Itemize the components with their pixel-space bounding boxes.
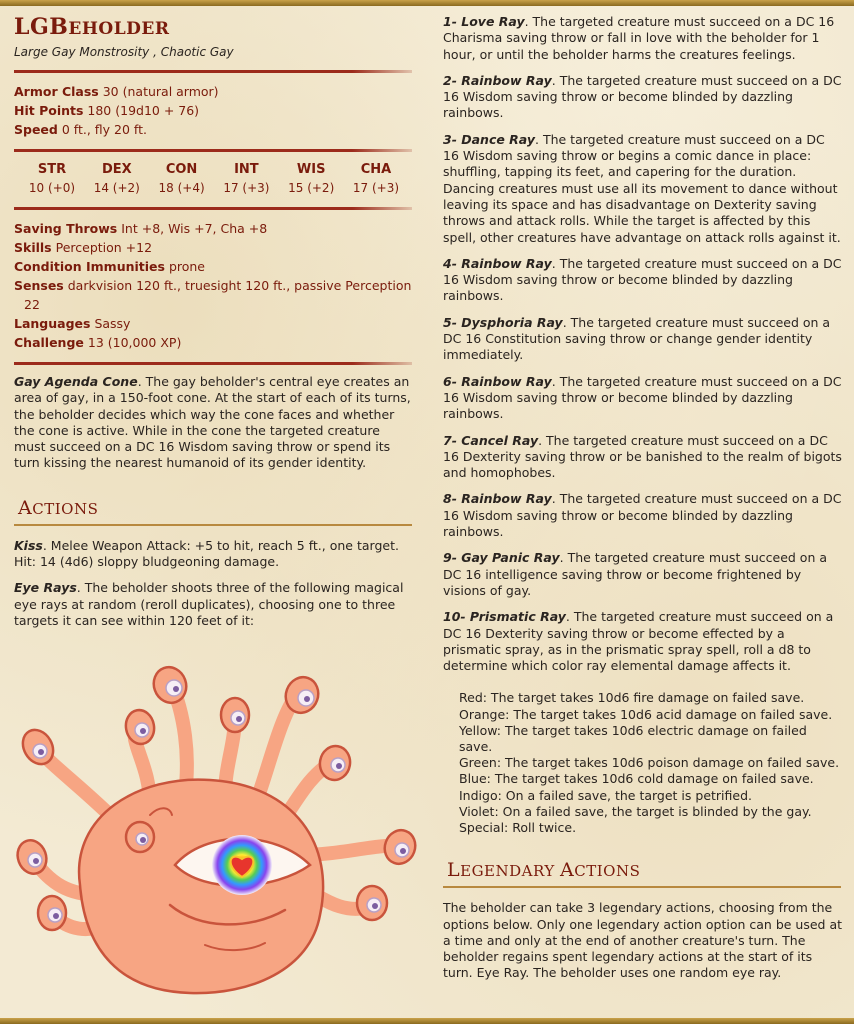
challenge-value: 13 (10,000 XP)	[87, 335, 182, 350]
skills-line	[14, 238, 414, 257]
color-green: Green: The target takes 10d6 poison damage on failed save.	[459, 755, 840, 771]
ray-5	[443, 315, 843, 364]
actions-section	[14, 496, 414, 526]
ray-text: . The targeted creature must succeed on a DC 16 Wisdom saving throw or become blinded by dazzling rainbows.	[443, 255, 842, 304]
ability-value: 17 (+3)	[352, 181, 400, 195]
ability-value: 15 (+2)	[288, 181, 335, 195]
ray-8	[443, 491, 843, 540]
color-yellow: Yellow: The target takes 10d6 electric damage on failed	[459, 722, 807, 738]
condition-immunities-label: Condition Immunities	[14, 259, 165, 274]
actions-heading	[14, 496, 414, 521]
ray-text: . The targeted creature must succeed on a DC 16 Wisdom saving throw or become blinded by dazzling rainbows.	[443, 373, 842, 422]
speed-label: Speed	[14, 122, 58, 137]
legendary-heading-initial-2: A	[560, 859, 575, 882]
ability-value: 18 (+4)	[158, 181, 205, 195]
hit-points-label: Hit Points	[14, 103, 84, 118]
color-red: Red: The target takes 10d6 fire damage on failed save.	[459, 690, 805, 706]
action-eye-rays-text: . The beholder shoots three of the following magical eye rays at random (reroll duplicates), choosing one to three targets it can see within 120 feet of it:	[14, 580, 404, 628]
ray-name: 6- Rainbow Ray	[443, 373, 552, 389]
speed-line	[14, 120, 414, 139]
condition-immunities-line	[14, 257, 414, 276]
right-column	[443, 14, 843, 982]
senses-line	[14, 276, 414, 314]
monster-title	[14, 14, 414, 42]
saving-throws-value: Int +8, Wis +7, Cha +8	[121, 221, 268, 236]
saving-throws-label: Saving Throws	[14, 221, 118, 236]
ray-name: 4- Rainbow Ray	[443, 255, 552, 271]
ray-name: 7- Cancel Ray	[443, 432, 539, 448]
ray-text: . The targeted creature must succeed on a DC 16 Dexterity saving throw or become effected by a prismatic spray, as in the prismatic spray spell, roll a d8 to determine which color ray elemental damage affects it.	[443, 609, 834, 674]
ability-name: INT	[234, 162, 259, 177]
color-blue: Blue: The target takes 10d6 cold damage on failed save.	[459, 771, 814, 787]
action-eye-rays-name: Eye Rays	[14, 580, 77, 596]
color-yellow-continued: save.	[459, 739, 493, 754]
ray-name: 10- Prismatic Ray	[443, 609, 566, 625]
top-border	[0, 0, 854, 6]
ray-text: . The targeted creature must succeed on a DC 16 Wisdom saving throw or become blinded by dazzling rainbows.	[443, 72, 842, 121]
legendary-heading-initial: L	[447, 859, 461, 882]
ability-cha	[348, 161, 404, 197]
ray-text: . The targeted creature must succeed on a DC 16 Wisdom saving throw or become blinded by dazzling rainbows.	[443, 491, 842, 540]
ray-name: 9- Gay Panic Ray	[443, 550, 560, 566]
ability-name: WIS	[296, 162, 326, 177]
ability-name: CON	[165, 162, 198, 177]
ray-10	[443, 609, 843, 674]
monster-subtitle: Large Gay Monstrosity , Chaotic Gay	[14, 45, 234, 59]
ability-value: 10 (+0)	[28, 181, 76, 195]
legendary-actions-heading	[443, 858, 843, 883]
ability-dex	[89, 161, 145, 197]
action-kiss	[14, 538, 414, 571]
color-orange: Orange: The target takes 10d6 acid damage on failed save.	[459, 706, 833, 722]
bottom-border	[0, 1018, 854, 1024]
ability-wis	[283, 161, 339, 197]
ability-con	[154, 161, 210, 197]
ray-name: 2- Rainbow Ray	[443, 72, 552, 88]
armor-class-label: Armor Class	[14, 84, 99, 99]
languages-line	[14, 314, 414, 333]
left-column	[14, 14, 414, 629]
ray-text: . The targeted creature must succeed on a DC 16 Dexterity saving throw or be banished to the realm of bigots and homophobes.	[443, 432, 842, 481]
ability-value: 17 (+3)	[223, 181, 270, 195]
divider-rule	[14, 362, 412, 365]
ability-scores	[14, 161, 414, 197]
divider-rule	[14, 149, 412, 152]
skills-label: Skills	[14, 240, 52, 255]
actions-heading-initial: A	[18, 496, 33, 519]
condition-immunities-value: prone	[168, 259, 205, 274]
title-initials: LGB	[14, 14, 69, 40]
challenge-line	[14, 333, 414, 352]
ray-3	[443, 132, 843, 246]
speed-value: 0 ft., fly 20 ft.	[61, 122, 147, 137]
ability-str	[24, 161, 80, 197]
legendary-actions-section	[443, 858, 843, 888]
divider-rule	[14, 207, 412, 210]
action-kiss-name: Kiss	[14, 537, 43, 553]
ability-name: CHA	[360, 162, 392, 177]
title-smallcaps: EHOLDER	[68, 19, 170, 39]
senses-value-continued: 22	[24, 297, 40, 312]
trait-text: . The gay beholder's central eye creates an area of gay, in a 150-foot cone. At the start of each of its turns, the beholder decides which way the cone faces and whether the cone is active. While in the cone the targeted creature must succeed on a DC 16 Wisdom saving throw or spend its turn kissing the nearest humanoid of its gender identity.	[14, 374, 411, 471]
ray-name: 8- Rainbow Ray	[443, 491, 552, 507]
prismatic-color-list	[443, 690, 843, 836]
hit-points-line	[14, 101, 414, 120]
ray-7	[443, 433, 843, 482]
ray-name: 3- Dance Ray	[443, 131, 536, 147]
languages-label: Languages	[14, 316, 91, 331]
skills-value: Perception +12	[55, 240, 153, 255]
ability-name: STR	[37, 162, 67, 177]
ray-text: . The targeted creature must succeed on a DC 16 intelligence saving throw or become frightened by visions of gay.	[443, 550, 827, 598]
ability-name: DEX	[101, 162, 132, 177]
ray-text: . The targeted creature must succeed on a DC 16 Constitution saving throw or change gender identity immediately.	[443, 314, 831, 363]
action-kiss-text: . Melee Weapon Attack: +5 to hit, reach 5 ft., one target. Hit: 14 (4d6) sloppy bludgeoning damage.	[14, 537, 399, 570]
legendary-heading-mid: EGENDARY	[460, 862, 560, 881]
senses-label: Senses	[14, 278, 64, 293]
color-violet: Violet: On a failed save, the target is blinded by the gay.	[459, 803, 812, 819]
ray-name: 1- Love Ray	[443, 14, 525, 29]
divider-rule	[14, 70, 412, 73]
ray-text: . The targeted creature must succeed on a DC 16 Charisma saving throw or fall in love with the beholder for 1 hour, or until the beholder harms the creatures feelings.	[443, 14, 835, 62]
challenge-label: Challenge	[14, 335, 84, 350]
ability-int	[218, 161, 274, 197]
actions-rule	[14, 524, 412, 526]
legendary-actions-text: The beholder can take 3 legendary actions, choosing from the options below. Only one legendary action option can be used at a time and only at the end of another creature's turn. The beholder regains spent legendary actions at the start of its turn. Eye Ray. The beholder uses one random eye ray.	[443, 900, 843, 981]
beholder-illustration	[10, 655, 420, 1000]
ray-6	[443, 374, 843, 423]
legendary-heading-rest: CTIONS	[574, 862, 641, 881]
hit-points-value: 180 (19d10 + 76)	[87, 103, 200, 118]
trait-gay-agenda-cone	[14, 374, 414, 472]
ray-2	[443, 73, 843, 122]
trait-name: Gay Agenda Cone	[14, 374, 138, 389]
senses-value: darkvision 120 ft., truesight 120 ft., passive Perception	[67, 278, 412, 293]
languages-value: Sassy	[94, 316, 131, 331]
action-eye-rays	[14, 580, 414, 629]
ability-value: 14 (+2)	[93, 181, 140, 195]
armor-class-value: 30 (natural armor)	[102, 84, 219, 99]
color-indigo: Indigo: On a failed save, the target is petrified.	[459, 787, 752, 803]
ray-9	[443, 550, 843, 599]
actions-heading-rest: CTIONS	[32, 499, 99, 518]
ray-1	[443, 14, 843, 63]
legendary-rule	[443, 886, 841, 888]
saving-throws-line	[14, 219, 414, 238]
ray-name: 5- Dysphoria Ray	[443, 314, 563, 330]
ray-4	[443, 256, 843, 305]
ray-text: . The targeted creature must succeed on a DC 16 Wisdom saving throw or begins a comic dance in place: shuffling, tapping its feet, and capering for the duration. Dancing creatures must use all its movement to dance without leaving its space and has disadvantage on Dexterity saving throws and attack rolls. While the target is affected by this spell, other creatures have advantage on attack rolls against it.	[443, 131, 841, 245]
armor-class-line	[14, 82, 414, 101]
color-special: Special: Roll twice.	[459, 820, 577, 836]
